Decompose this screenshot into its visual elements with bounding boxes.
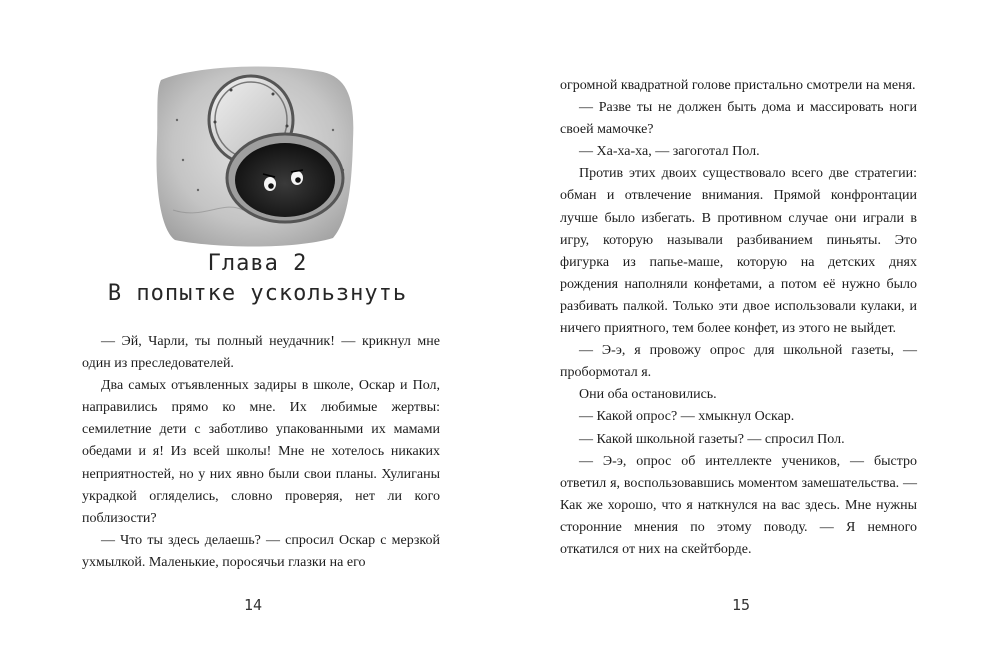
paragraph: — Какой опрос? — хмыкнул Оскар. [579, 409, 795, 425]
paragraph: — Ха-ха-ха, — загоготал Пол. [579, 144, 760, 160]
paragraph-continuation: огромной квадратной голове пристально смотрели на меня. [560, 78, 916, 93]
paragraph: — Э-э, опрос об интеллекте учеников, — быстро ответил я, воспользовавшись моментом замешательства. — Как же хорошо, что я наткнулся на вас здесь. Мне нужны сторонние мнения по этому поводу. — Я немного откатился от них на скейтборде. [560, 453, 917, 557]
paragraph: Против этих двоих существовало всего две стратегии: обман и отвлечение внимания. Прямой конфронтации лучше было избегать. В противном случае они играли в игру, которую называли разбиванием пиньяты. Это фигурка из папье-маше, которую на детских днях рождения наполняли конфетами, а потом её нужно было разбивать палкой. Только эти двое использовали кулаки, и ничего приятного, тем более конфет, из этого не выйдет. [560, 166, 917, 337]
chapter-title: В попытке ускользнуть [107, 281, 408, 306]
left-page-text [82, 331, 440, 574]
page-number: 14 [243, 596, 263, 614]
paragraph: — Эй, Чарли, ты полный неудачник! — крикнул мне один из преследователей. [82, 334, 440, 372]
page-number: 15 [731, 596, 751, 614]
paragraph: — Что ты здесь делаешь? — спросил Оскар с мерзкой ухмылкой. Маленькие, поросячьи глазки на его [82, 532, 440, 570]
sewer-hatch-with-eyes-illustration [153, 60, 358, 250]
right-page-text [560, 75, 917, 561]
chapter-number: Глава 2 [207, 251, 308, 276]
right-page [500, 0, 1000, 659]
paragraph: — Разве ты не должен быть дома и массировать ноги своей мамочке? [560, 100, 917, 138]
paragraph: — Э-э, я провожу опрос для школьной газеты, — пробормотал я. [560, 343, 917, 381]
paragraph: Они оба остановились. [579, 387, 717, 403]
paragraph: Два самых отъявленных задиры в школе, Оскар и Пол, направились прямо ко мне. Их любимые жертвы: семилетние дети с заботливо упакованными их мамами обедами и я! Из всей школы! Мне не хотелось никаких неприятностей, но у них явно были свои планы. Хулиганы украдкой огляделись, словно проверяя, нет ли кого поблизости? [82, 378, 440, 526]
paragraph: — Какой школьной газеты? — спросил Пол. [579, 431, 845, 447]
